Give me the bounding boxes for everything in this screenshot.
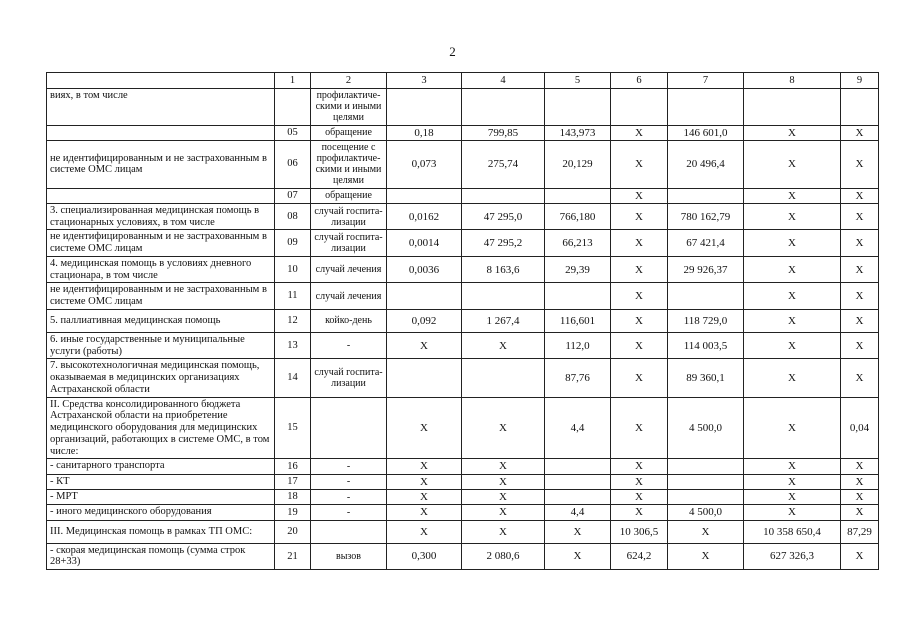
unit-cell: случай госпита-лизации bbox=[311, 359, 387, 397]
row-name-cell: 3. специализированная медицинская помощь в стационарных условиях, в том числе bbox=[47, 203, 275, 230]
value-cell: Х bbox=[387, 490, 462, 505]
table-row bbox=[47, 459, 879, 474]
value-cell: 20,129 bbox=[545, 140, 611, 188]
value-cell: Х bbox=[841, 332, 879, 359]
header-cell: 4 bbox=[462, 73, 545, 89]
unit-cell: случай лечения bbox=[311, 256, 387, 283]
value-cell: 4,4 bbox=[545, 505, 611, 520]
value-cell: 766,180 bbox=[545, 203, 611, 230]
value-cell bbox=[545, 490, 611, 505]
value-cell bbox=[545, 188, 611, 203]
row-name-cell: II. Средства консолидированного бюджета Астраханской области на приобретение медицинского оборудования для медицинских организаций, работающих в системе ОМС, в том числе: bbox=[47, 397, 275, 459]
value-cell: 29 926,37 bbox=[668, 256, 744, 283]
table-row bbox=[47, 543, 879, 570]
table-row bbox=[47, 359, 879, 397]
unit-cell: койко-день bbox=[311, 309, 387, 332]
page-number: 2 bbox=[449, 44, 456, 59]
value-cell: Х bbox=[744, 459, 841, 474]
value-cell bbox=[545, 474, 611, 489]
row-code-cell: 19 bbox=[275, 505, 311, 520]
row-code-cell: 13 bbox=[275, 332, 311, 359]
value-cell: Х bbox=[841, 188, 879, 203]
table-row bbox=[47, 89, 879, 126]
value-cell: 0,0036 bbox=[387, 256, 462, 283]
value-cell: 87,29 bbox=[841, 520, 879, 543]
unit-cell bbox=[311, 520, 387, 543]
unit-cell: - bbox=[311, 459, 387, 474]
value-cell: Х bbox=[744, 397, 841, 459]
row-name-cell: - КТ bbox=[47, 474, 275, 489]
value-cell: Х bbox=[462, 505, 545, 520]
table-row bbox=[47, 230, 879, 257]
row-name-cell bbox=[47, 125, 275, 140]
value-cell: Х bbox=[841, 543, 879, 570]
header-cell bbox=[47, 73, 275, 89]
value-cell: Х bbox=[744, 256, 841, 283]
value-cell: Х bbox=[387, 474, 462, 489]
row-name-cell: виях, в том числе bbox=[47, 89, 275, 126]
table-row bbox=[47, 332, 879, 359]
value-cell: Х bbox=[611, 474, 668, 489]
row-name-cell: III. Медицинская помощь в рамках ТП ОМС: bbox=[47, 520, 275, 543]
row-code-cell: 07 bbox=[275, 188, 311, 203]
row-name-cell: 6. иные государственные и муниципальные услуги (работы) bbox=[47, 332, 275, 359]
value-cell: Х bbox=[545, 543, 611, 570]
unit-cell: профилактиче-скими и иными целями bbox=[311, 89, 387, 126]
value-cell bbox=[668, 283, 744, 310]
value-cell: 4 500,0 bbox=[668, 505, 744, 520]
unit-cell bbox=[311, 397, 387, 459]
value-cell bbox=[545, 89, 611, 126]
value-cell: Х bbox=[841, 505, 879, 520]
value-cell: 114 003,5 bbox=[668, 332, 744, 359]
value-cell: Х bbox=[611, 125, 668, 140]
value-cell: Х bbox=[668, 543, 744, 570]
value-cell: Х bbox=[611, 490, 668, 505]
row-code-cell: 15 bbox=[275, 397, 311, 459]
value-cell: Х bbox=[744, 332, 841, 359]
value-cell: Х bbox=[611, 459, 668, 474]
value-cell bbox=[387, 359, 462, 397]
table-row bbox=[47, 490, 879, 505]
value-cell: Х bbox=[611, 256, 668, 283]
table-row bbox=[47, 505, 879, 520]
unit-cell: посещение с профилактиче-скими и иными целями bbox=[311, 140, 387, 188]
value-cell: 47 295,2 bbox=[462, 230, 545, 257]
row-code-cell: 08 bbox=[275, 203, 311, 230]
header-row bbox=[47, 73, 879, 89]
table-row bbox=[47, 520, 879, 543]
value-cell bbox=[668, 188, 744, 203]
table-row bbox=[47, 474, 879, 489]
value-cell: Х bbox=[387, 397, 462, 459]
value-cell: 0,0162 bbox=[387, 203, 462, 230]
value-cell bbox=[841, 89, 879, 126]
value-cell bbox=[545, 283, 611, 310]
row-code-cell: 14 bbox=[275, 359, 311, 397]
value-cell: 47 295,0 bbox=[462, 203, 545, 230]
value-cell: Х bbox=[841, 359, 879, 397]
row-name-cell: - санитарного транспорта bbox=[47, 459, 275, 474]
value-cell: 799,85 bbox=[462, 125, 545, 140]
value-cell: 2 080,6 bbox=[462, 543, 545, 570]
table-row bbox=[47, 188, 879, 203]
value-cell: Х bbox=[841, 459, 879, 474]
row-name-cell bbox=[47, 188, 275, 203]
value-cell: Х bbox=[744, 505, 841, 520]
table-row bbox=[47, 125, 879, 140]
row-name-cell: не идентифицированным и не застрахованным в системе ОМС лицам bbox=[47, 140, 275, 188]
row-code-cell bbox=[275, 89, 311, 126]
value-cell: Х bbox=[387, 505, 462, 520]
value-cell: Х bbox=[611, 203, 668, 230]
value-cell: Х bbox=[744, 230, 841, 257]
table-row bbox=[47, 140, 879, 188]
value-cell: 8 163,6 bbox=[462, 256, 545, 283]
row-name-cell: не идентифицированным и не застрахованным в системе ОМС лицам bbox=[47, 283, 275, 310]
value-cell: 146 601,0 bbox=[668, 125, 744, 140]
table-row bbox=[47, 203, 879, 230]
value-cell: 0,18 bbox=[387, 125, 462, 140]
value-cell bbox=[387, 89, 462, 126]
value-cell: Х bbox=[387, 459, 462, 474]
value-cell: Х bbox=[744, 359, 841, 397]
header-cell: 5 bbox=[545, 73, 611, 89]
value-cell bbox=[744, 89, 841, 126]
value-cell bbox=[668, 89, 744, 126]
value-cell: Х bbox=[744, 309, 841, 332]
row-code-cell: 10 bbox=[275, 256, 311, 283]
row-name-cell: 5. паллиативная медицинская помощь bbox=[47, 309, 275, 332]
row-code-cell: 12 bbox=[275, 309, 311, 332]
unit-cell: - bbox=[311, 332, 387, 359]
value-cell: Х bbox=[841, 256, 879, 283]
value-cell: Х bbox=[744, 474, 841, 489]
value-cell bbox=[462, 359, 545, 397]
value-cell: Х bbox=[744, 203, 841, 230]
row-name-cell: 4. медицинская помощь в условиях дневного стационара, в том числе bbox=[47, 256, 275, 283]
value-cell: Х bbox=[387, 332, 462, 359]
value-cell: Х bbox=[611, 359, 668, 397]
value-cell: 66,213 bbox=[545, 230, 611, 257]
row-name-cell: - скорая медицинская помощь (сумма строк 28+33) bbox=[47, 543, 275, 570]
value-cell: Х bbox=[462, 459, 545, 474]
value-cell: 4 500,0 bbox=[668, 397, 744, 459]
value-cell: 29,39 bbox=[545, 256, 611, 283]
value-cell: Х bbox=[841, 283, 879, 310]
value-cell bbox=[387, 188, 462, 203]
value-cell bbox=[668, 459, 744, 474]
value-cell: 780 162,79 bbox=[668, 203, 744, 230]
row-name-cell: - иного медицинского оборудования bbox=[47, 505, 275, 520]
value-cell: 0,300 bbox=[387, 543, 462, 570]
row-code-cell: 21 bbox=[275, 543, 311, 570]
unit-cell: обращение bbox=[311, 188, 387, 203]
data-table bbox=[46, 72, 879, 570]
value-cell: Х bbox=[744, 125, 841, 140]
row-code-cell: 09 bbox=[275, 230, 311, 257]
unit-cell: обращение bbox=[311, 125, 387, 140]
table-row bbox=[47, 283, 879, 310]
row-name-cell: - МРТ bbox=[47, 490, 275, 505]
value-cell bbox=[611, 89, 668, 126]
value-cell: 624,2 bbox=[611, 543, 668, 570]
header-cell: 6 bbox=[611, 73, 668, 89]
value-cell: 89 360,1 bbox=[668, 359, 744, 397]
value-cell: Х bbox=[611, 188, 668, 203]
value-cell: 116,601 bbox=[545, 309, 611, 332]
row-name-cell: 7. высокотехнологичная медицинская помощь, оказываемая в медицинских организациях Астраханской области bbox=[47, 359, 275, 397]
value-cell: 1 267,4 bbox=[462, 309, 545, 332]
value-cell: Х bbox=[611, 283, 668, 310]
row-code-cell: 16 bbox=[275, 459, 311, 474]
value-cell bbox=[387, 283, 462, 310]
value-cell bbox=[462, 283, 545, 310]
value-cell: Х bbox=[462, 332, 545, 359]
unit-cell: - bbox=[311, 505, 387, 520]
value-cell: 87,76 bbox=[545, 359, 611, 397]
value-cell: Х bbox=[611, 397, 668, 459]
row-code-cell: 20 bbox=[275, 520, 311, 543]
value-cell: 143,973 bbox=[545, 125, 611, 140]
value-cell: Х bbox=[744, 188, 841, 203]
value-cell: Х bbox=[545, 520, 611, 543]
value-cell: Х bbox=[611, 230, 668, 257]
table-row bbox=[47, 397, 879, 459]
value-cell bbox=[668, 474, 744, 489]
value-cell: 275,74 bbox=[462, 140, 545, 188]
value-cell: Х bbox=[841, 309, 879, 332]
value-cell: Х bbox=[841, 474, 879, 489]
row-code-cell: 17 bbox=[275, 474, 311, 489]
unit-cell: случай госпита-лизации bbox=[311, 230, 387, 257]
value-cell bbox=[462, 188, 545, 203]
value-cell: 118 729,0 bbox=[668, 309, 744, 332]
unit-cell: вызов bbox=[311, 543, 387, 570]
row-code-cell: 05 bbox=[275, 125, 311, 140]
value-cell: Х bbox=[611, 140, 668, 188]
value-cell bbox=[545, 459, 611, 474]
table-row bbox=[47, 309, 879, 332]
value-cell: Х bbox=[841, 203, 879, 230]
value-cell bbox=[462, 89, 545, 126]
unit-cell: - bbox=[311, 474, 387, 489]
unit-cell: - bbox=[311, 490, 387, 505]
header-cell: 2 bbox=[311, 73, 387, 89]
row-code-cell: 18 bbox=[275, 490, 311, 505]
value-cell: Х bbox=[744, 490, 841, 505]
value-cell: 0,04 bbox=[841, 397, 879, 459]
value-cell: Х bbox=[462, 474, 545, 489]
header-cell: 8 bbox=[744, 73, 841, 89]
value-cell: 0,092 bbox=[387, 309, 462, 332]
header-cell: 3 bbox=[387, 73, 462, 89]
value-cell: 20 496,4 bbox=[668, 140, 744, 188]
value-cell: Х bbox=[841, 490, 879, 505]
value-cell: Х bbox=[841, 125, 879, 140]
value-cell: 67 421,4 bbox=[668, 230, 744, 257]
unit-cell: случай лечения bbox=[311, 283, 387, 310]
row-code-cell: 06 bbox=[275, 140, 311, 188]
value-cell: Х bbox=[841, 230, 879, 257]
unit-cell: случай госпита-лизации bbox=[311, 203, 387, 230]
table-row bbox=[47, 256, 879, 283]
value-cell: 112,0 bbox=[545, 332, 611, 359]
value-cell: Х bbox=[611, 505, 668, 520]
header-cell: 9 bbox=[841, 73, 879, 89]
value-cell: Х bbox=[744, 283, 841, 310]
value-cell: Х bbox=[611, 332, 668, 359]
value-cell: 10 358 650,4 bbox=[744, 520, 841, 543]
header-cell: 1 bbox=[275, 73, 311, 89]
value-cell: Х bbox=[462, 490, 545, 505]
value-cell: 10 306,5 bbox=[611, 520, 668, 543]
row-code-cell: 11 bbox=[275, 283, 311, 310]
value-cell bbox=[668, 490, 744, 505]
value-cell: Х bbox=[744, 140, 841, 188]
value-cell: Х bbox=[611, 309, 668, 332]
value-cell: 4,4 bbox=[545, 397, 611, 459]
value-cell: 0,0014 bbox=[387, 230, 462, 257]
value-cell: 0,073 bbox=[387, 140, 462, 188]
value-cell: Х bbox=[387, 520, 462, 543]
row-name-cell: не идентифицированным и не застрахованным в системе ОМС лицам bbox=[47, 230, 275, 257]
value-cell: Х bbox=[462, 520, 545, 543]
value-cell: Х bbox=[841, 140, 879, 188]
value-cell: Х bbox=[462, 397, 545, 459]
header-cell: 7 bbox=[668, 73, 744, 89]
value-cell: 627 326,3 bbox=[744, 543, 841, 570]
value-cell: Х bbox=[668, 520, 744, 543]
